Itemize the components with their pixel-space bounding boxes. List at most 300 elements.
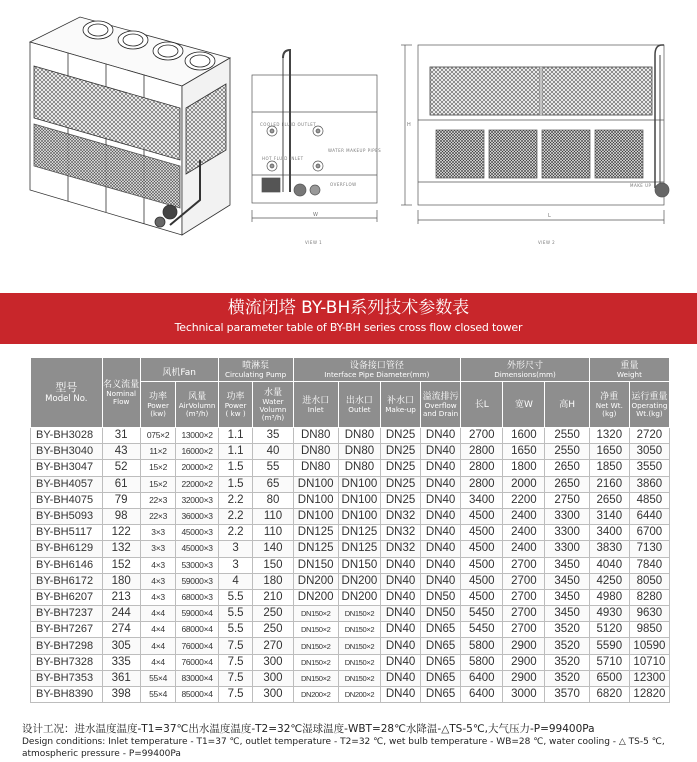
- header-length: 长L: [461, 382, 503, 428]
- table-cell: 5710: [589, 654, 629, 670]
- table-cell: DN100: [293, 492, 338, 508]
- table-cell: 80: [253, 492, 293, 508]
- spec-table: [30, 357, 670, 703]
- table-cell: 13000×2: [176, 428, 218, 444]
- title-banner: [0, 293, 697, 344]
- table-cell: DN200: [338, 589, 380, 605]
- table-cell: 110: [253, 525, 293, 541]
- table-cell: DN80: [293, 428, 338, 444]
- table-cell: 7130: [629, 541, 669, 557]
- table-cell: 152: [102, 557, 140, 573]
- table-cell: DN150: [293, 557, 338, 573]
- table-cell: 3520: [545, 670, 589, 686]
- table-cell: 3300: [545, 508, 589, 524]
- table-cell: DN25: [381, 476, 421, 492]
- label-height-h: H: [407, 122, 412, 128]
- table-cell: DN32: [381, 525, 421, 541]
- table-cell: 3050: [629, 444, 669, 460]
- table-cell: DN150×2: [293, 654, 338, 670]
- table-cell: 16000×2: [176, 444, 218, 460]
- header-outlet: 出水口 Outlet: [338, 382, 380, 428]
- table-cell: 4×3: [140, 589, 176, 605]
- table-cell: 1650: [503, 444, 545, 460]
- table-cell: DN40: [381, 622, 421, 638]
- table-cell: DN40: [421, 492, 461, 508]
- table-cell: 4×4: [140, 606, 176, 622]
- table-cell: 2800: [461, 460, 503, 476]
- table-cell: 4980: [589, 589, 629, 605]
- table-cell: 4500: [461, 557, 503, 573]
- table-cell: DN150: [338, 557, 380, 573]
- table-cell: 12820: [629, 687, 669, 703]
- table-cell: 2900: [503, 638, 545, 654]
- table-cell: 59000×4: [176, 606, 218, 622]
- table-cell: 61: [102, 476, 140, 492]
- table-cell: 3300: [545, 541, 589, 557]
- header-net-weight: 净重 Net Wt. (kg): [589, 382, 629, 428]
- table-cell: BY-BH7353: [31, 670, 103, 686]
- header-fan-power: 功率 Power (kw): [140, 382, 176, 428]
- side-view-drawing: [252, 50, 377, 222]
- table-cell: DN40: [381, 606, 421, 622]
- table-cell: 20000×2: [176, 460, 218, 476]
- table-cell: 3450: [545, 589, 589, 605]
- table-cell: BY-BH7237: [31, 606, 103, 622]
- table-cell: DN200×2: [293, 687, 338, 703]
- table-cell: 5450: [461, 622, 503, 638]
- table-cell: DN150×2: [293, 606, 338, 622]
- header-model: 型号 Model No.: [31, 358, 103, 428]
- table-cell: 4500: [461, 508, 503, 524]
- table-cell: 83000×4: [176, 670, 218, 686]
- table-cell: 7.5: [218, 638, 253, 654]
- table-cell: 250: [253, 622, 293, 638]
- view-1-caption: VIEW 1: [305, 240, 323, 245]
- table-cell: 3450: [545, 573, 589, 589]
- table-cell: BY-BH6207: [31, 589, 103, 605]
- table-cell: 122: [102, 525, 140, 541]
- technical-drawings: [0, 0, 697, 292]
- table-cell: 361: [102, 670, 140, 686]
- table-cell: 59000×3: [176, 573, 218, 589]
- header-height: 高H: [545, 382, 589, 428]
- table-cell: 12300: [629, 670, 669, 686]
- table-cell: 335: [102, 654, 140, 670]
- table-cell: 140: [253, 541, 293, 557]
- table-cell: DN32: [381, 508, 421, 524]
- header-weight-group: 重量 Weight: [589, 358, 669, 382]
- design-conditions: [22, 722, 682, 760]
- table-cell: 52: [102, 460, 140, 476]
- title-english: Technical parameter table of BY-BH series cross flow closed tower: [174, 321, 523, 334]
- table-cell: DN80: [293, 444, 338, 460]
- table-cell: 132: [102, 541, 140, 557]
- table-cell: 32000×3: [176, 492, 218, 508]
- header-makeup: 补水口 Make-up: [381, 382, 421, 428]
- table-row: [31, 573, 670, 589]
- label-width-w: W: [313, 212, 319, 218]
- table-cell: 2900: [503, 670, 545, 686]
- table-cell: 3400: [461, 492, 503, 508]
- table-row: [31, 606, 670, 622]
- table-cell: 2700: [461, 428, 503, 444]
- table-cell: 6500: [589, 670, 629, 686]
- table-cell: DN150×2: [338, 606, 380, 622]
- table-cell: 4×4: [140, 654, 176, 670]
- table-cell: 250: [253, 606, 293, 622]
- table-cell: DN150×2: [338, 622, 380, 638]
- table-cell: 2550: [545, 428, 589, 444]
- table-cell: 2700: [503, 622, 545, 638]
- table-cell: 8280: [629, 589, 669, 605]
- table-cell: BY-BH7328: [31, 654, 103, 670]
- table-cell: DN40: [421, 428, 461, 444]
- header-width: 宽W: [503, 382, 545, 428]
- table-cell: DN40: [421, 573, 461, 589]
- table-cell: 85000×4: [176, 687, 218, 703]
- table-cell: 4930: [589, 606, 629, 622]
- table-cell: 6820: [589, 687, 629, 703]
- table-cell: DN100: [338, 508, 380, 524]
- table-cell: 4×4: [140, 622, 176, 638]
- table-cell: 4250: [589, 573, 629, 589]
- table-cell: 1.5: [218, 460, 253, 476]
- table-row: [31, 687, 670, 703]
- table-cell: 53000×3: [176, 557, 218, 573]
- table-cell: DN125: [293, 541, 338, 557]
- table-cell: 300: [253, 687, 293, 703]
- table-cell: 4500: [461, 525, 503, 541]
- table-cell: 4500: [461, 589, 503, 605]
- table-cell: 5800: [461, 654, 503, 670]
- table-cell: 2.2: [218, 525, 253, 541]
- table-cell: 2650: [545, 460, 589, 476]
- table-cell: 3450: [545, 557, 589, 573]
- table-cell: DN40: [421, 460, 461, 476]
- label-overflow: OVERFLOW: [330, 182, 357, 187]
- table-cell: BY-BH3047: [31, 460, 103, 476]
- table-cell: 55×4: [140, 687, 176, 703]
- table-cell: 5.5: [218, 589, 253, 605]
- table-cell: 270: [253, 638, 293, 654]
- table-row: [31, 557, 670, 573]
- table-cell: DN150×2: [293, 670, 338, 686]
- table-cell: DN100: [293, 476, 338, 492]
- table-cell: 10710: [629, 654, 669, 670]
- table-cell: 5.5: [218, 606, 253, 622]
- header-pump-water: 水量 Water Volumn (m³/h): [253, 382, 293, 428]
- table-cell: 180: [102, 573, 140, 589]
- table-row: [31, 589, 670, 605]
- table-cell: DN200×2: [338, 687, 380, 703]
- table-cell: DN40: [421, 508, 461, 524]
- table-cell: DN125: [338, 525, 380, 541]
- table-cell: DN150×2: [293, 638, 338, 654]
- table-cell: 2.2: [218, 492, 253, 508]
- table-cell: 1800: [503, 460, 545, 476]
- table-cell: DN40: [421, 557, 461, 573]
- table-cell: 3450: [545, 606, 589, 622]
- table-row: [31, 525, 670, 541]
- header-pump-power: 功率 Power ( kw ): [218, 382, 253, 428]
- title-chinese: 横流闭塔 BY-BH系列技术参数表: [227, 298, 470, 318]
- table-cell: 4: [218, 573, 253, 589]
- table-cell: DN40: [381, 654, 421, 670]
- header-flow: 名义流量 Nominal Flow: [102, 358, 140, 428]
- table-cell: DN200: [338, 573, 380, 589]
- table-cell: DN32: [381, 541, 421, 557]
- table-cell: 3300: [545, 525, 589, 541]
- table-cell: BY-BH5093: [31, 508, 103, 524]
- table-cell: DN65: [421, 654, 461, 670]
- table-cell: DN100: [338, 476, 380, 492]
- table-cell: BY-BH7298: [31, 638, 103, 654]
- table-cell: 79: [102, 492, 140, 508]
- table-cell: 4500: [461, 541, 503, 557]
- table-cell: DN150×2: [338, 638, 380, 654]
- table-cell: 4040: [589, 557, 629, 573]
- front-view-drawing: [401, 45, 669, 224]
- table-cell: 2900: [503, 654, 545, 670]
- table-cell: 2650: [589, 492, 629, 508]
- table-cell: 5450: [461, 606, 503, 622]
- table-cell: DN50: [421, 589, 461, 605]
- table-cell: 15×2: [140, 460, 176, 476]
- header-fan-air: 风量 AirVolumn (m³/h): [176, 382, 218, 428]
- table-cell: 65: [253, 476, 293, 492]
- table-cell: 11×2: [140, 444, 176, 460]
- table-cell: DN40: [421, 476, 461, 492]
- table-cell: 2720: [629, 428, 669, 444]
- table-cell: 7.5: [218, 654, 253, 670]
- table-cell: BY-BH6172: [31, 573, 103, 589]
- table-cell: 3: [218, 557, 253, 573]
- table-cell: 68000×3: [176, 589, 218, 605]
- table-cell: DN65: [421, 638, 461, 654]
- table-cell: DN40: [381, 687, 421, 703]
- table-cell: 2400: [503, 541, 545, 557]
- table-cell: 300: [253, 670, 293, 686]
- table-cell: 98: [102, 508, 140, 524]
- table-cell: 110: [253, 508, 293, 524]
- label-makeup: MAKE UP: [630, 183, 652, 188]
- table-cell: 4×3: [140, 557, 176, 573]
- label-water-makeup: WATER MAKEUP PIPES: [328, 148, 382, 153]
- table-cell: 3520: [545, 622, 589, 638]
- table-cell: 2400: [503, 508, 545, 524]
- table-cell: 7.5: [218, 670, 253, 686]
- table-cell: BY-BH6146: [31, 557, 103, 573]
- table-cell: DN80: [338, 428, 380, 444]
- table-cell: 5590: [589, 638, 629, 654]
- table-cell: DN40: [381, 573, 421, 589]
- table-cell: 6400: [461, 670, 503, 686]
- table-cell: 2200: [503, 492, 545, 508]
- header-overflow: 溢流排污 Overflow and Drain: [421, 382, 461, 428]
- table-cell: 4500: [461, 573, 503, 589]
- table-cell: BY-BH4075: [31, 492, 103, 508]
- table-cell: 4×3: [140, 573, 176, 589]
- table-cell: BY-BH4057: [31, 476, 103, 492]
- table-cell: 5120: [589, 622, 629, 638]
- label-cooled-outlet-1: COOLED FLUID OUTLET: [260, 122, 317, 127]
- table-cell: 3: [218, 541, 253, 557]
- table-cell: 40: [253, 444, 293, 460]
- design-conditions-cn: 设计工况：进水温度温度-T1=37℃出水温度温度-T2=32℃湿球温度-WBT=28℃水降温-△TS-5℃,大气压力-P=99400Pa: [22, 723, 595, 735]
- table-cell: DN80: [338, 444, 380, 460]
- table-cell: 5.5: [218, 622, 253, 638]
- table-cell: 180: [253, 573, 293, 589]
- table-cell: DN50: [421, 606, 461, 622]
- table-cell: DN40: [381, 670, 421, 686]
- table-cell: 2.2: [218, 508, 253, 524]
- table-cell: BY-BH3040: [31, 444, 103, 460]
- table-cell: 2700: [503, 589, 545, 605]
- label-hot-inlet: HOT FLUID INLET: [262, 156, 304, 161]
- table-cell: DN40: [381, 589, 421, 605]
- table-cell: 45000×3: [176, 541, 218, 557]
- table-cell: 76000×4: [176, 654, 218, 670]
- table-cell: DN80: [293, 460, 338, 476]
- table-cell: 2800: [461, 444, 503, 460]
- table-cell: BY-BH7267: [31, 622, 103, 638]
- table-row: [31, 492, 670, 508]
- table-cell: 2700: [503, 573, 545, 589]
- table-cell: 43: [102, 444, 140, 460]
- table-cell: 300: [253, 654, 293, 670]
- header-operating-weight: 运行重量 Operating Wt.(kg): [629, 382, 669, 428]
- table-cell: 22000×2: [176, 476, 218, 492]
- table-cell: DN100: [338, 492, 380, 508]
- table-cell: DN25: [381, 460, 421, 476]
- table-cell: 4850: [629, 492, 669, 508]
- table-cell: DN150×2: [293, 622, 338, 638]
- table-cell: 6440: [629, 508, 669, 524]
- table-cell: 7.5: [218, 687, 253, 703]
- table-cell: 2550: [545, 444, 589, 460]
- table-row: [31, 670, 670, 686]
- table-cell: 68000×4: [176, 622, 218, 638]
- header-pipe-group: 设备接口管径 Interface Pipe Diameter(mm): [293, 358, 461, 382]
- table-cell: 2750: [545, 492, 589, 508]
- table-cell: 305: [102, 638, 140, 654]
- table-cell: DN65: [421, 622, 461, 638]
- table-cell: 3140: [589, 508, 629, 524]
- table-cell: DN200: [293, 573, 338, 589]
- table-cell: 1.1: [218, 428, 253, 444]
- table-row: [31, 460, 670, 476]
- table-cell: DN200: [293, 589, 338, 605]
- table-cell: 5800: [461, 638, 503, 654]
- table-cell: 3830: [589, 541, 629, 557]
- table-row: [31, 444, 670, 460]
- table-cell: DN25: [381, 492, 421, 508]
- table-cell: DN40: [421, 525, 461, 541]
- table-cell: DN65: [421, 687, 461, 703]
- table-cell: 1.5: [218, 476, 253, 492]
- header-dimension-group: 外形尺寸 Dimensions(mm): [461, 358, 590, 382]
- table-cell: 3000: [503, 687, 545, 703]
- table-cell: 3×3: [140, 541, 176, 557]
- table-cell: 150: [253, 557, 293, 573]
- table-cell: 244: [102, 606, 140, 622]
- table-cell: 8050: [629, 573, 669, 589]
- table-cell: 2800: [461, 476, 503, 492]
- table-cell: 1320: [589, 428, 629, 444]
- table-cell: BY-BH5117: [31, 525, 103, 541]
- table-cell: 3400: [589, 525, 629, 541]
- table-cell: DN125: [338, 541, 380, 557]
- table-cell: DN25: [381, 428, 421, 444]
- table-cell: DN25: [381, 444, 421, 460]
- table-cell: DN40: [381, 557, 421, 573]
- table-cell: 1650: [589, 444, 629, 460]
- table-cell: 274: [102, 622, 140, 638]
- table-cell: 2700: [503, 606, 545, 622]
- table-cell: 3570: [545, 687, 589, 703]
- table-cell: 35: [253, 428, 293, 444]
- table-cell: 1850: [589, 460, 629, 476]
- table-cell: 2700: [503, 557, 545, 573]
- table-cell: 6700: [629, 525, 669, 541]
- table-cell: 10590: [629, 638, 669, 654]
- table-cell: 3520: [545, 654, 589, 670]
- table-row: [31, 638, 670, 654]
- table-cell: 3520: [545, 638, 589, 654]
- table-cell: 3860: [629, 476, 669, 492]
- header-fan-group: 风机Fan: [140, 358, 218, 382]
- table-cell: 2000: [503, 476, 545, 492]
- table-cell: DN150×2: [338, 654, 380, 670]
- header-inlet: 进水口 Inlet: [293, 382, 338, 428]
- table-cell: DN125: [293, 525, 338, 541]
- table-cell: 4×4: [140, 638, 176, 654]
- table-cell: 22×3: [140, 492, 176, 508]
- table-cell: BY-BH6129: [31, 541, 103, 557]
- table-cell: DN80: [338, 460, 380, 476]
- table-cell: 2160: [589, 476, 629, 492]
- table-cell: 3×3: [140, 525, 176, 541]
- table-cell: 15×2: [140, 476, 176, 492]
- table-cell: DN100: [293, 508, 338, 524]
- table-cell: 31: [102, 428, 140, 444]
- table-cell: 213: [102, 589, 140, 605]
- table-row: [31, 476, 670, 492]
- view-2-caption: VIEW 2: [538, 240, 556, 245]
- table-cell: 45000×3: [176, 525, 218, 541]
- table-cell: 1600: [503, 428, 545, 444]
- table-cell: 7840: [629, 557, 669, 573]
- table-cell: 22×3: [140, 508, 176, 524]
- table-row: [31, 622, 670, 638]
- table-cell: 398: [102, 687, 140, 703]
- table-cell: DN40: [421, 444, 461, 460]
- isometric-tower-drawing: [30, 17, 230, 235]
- table-cell: 3550: [629, 460, 669, 476]
- table-cell: 1.1: [218, 444, 253, 460]
- table-cell: 6400: [461, 687, 503, 703]
- spec-table-body: [31, 428, 670, 703]
- label-length-l: L: [548, 213, 552, 219]
- table-cell: 36000×3: [176, 508, 218, 524]
- table-cell: 76000×4: [176, 638, 218, 654]
- table-cell: 075×2: [140, 428, 176, 444]
- table-cell: 9630: [629, 606, 669, 622]
- table-cell: DN40: [421, 541, 461, 557]
- table-cell: DN40: [381, 638, 421, 654]
- table-cell: BY-BH3028: [31, 428, 103, 444]
- table-row: [31, 508, 670, 524]
